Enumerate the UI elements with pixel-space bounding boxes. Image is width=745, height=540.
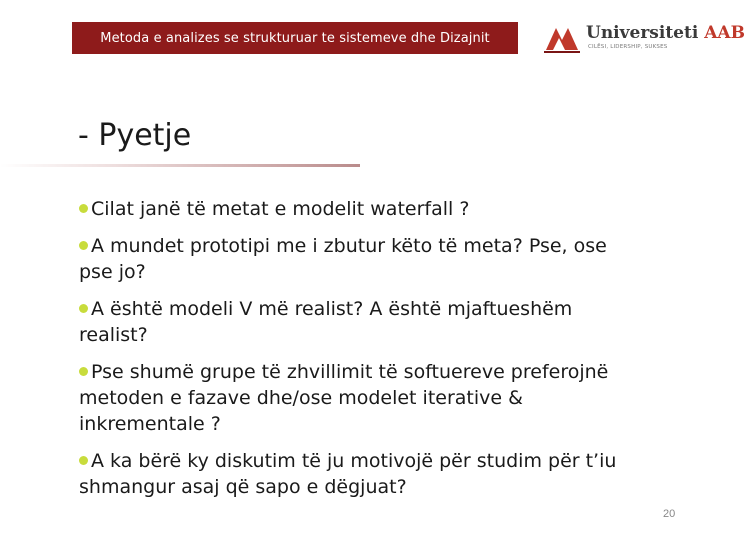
bullet-text: Pse shumë grupe të zhvillimit të softuereve preferojnë metoden e fazave dhe/ose modelet iterative & inkrementale ?	[79, 361, 609, 435]
bullet-dot-icon	[79, 456, 88, 465]
bullet-text: A ka bërë ky diskutim të ju motivojë për studim për t’iu shmangur asaj që sapo e dëgjuat?	[79, 450, 617, 498]
bullet-dot-icon	[79, 204, 88, 213]
bullet-dot-icon	[79, 241, 88, 250]
header-title: Metoda e analizes se strukturuar te sistemeve dhe Dizajnit	[100, 30, 490, 46]
bullet-dot-icon	[79, 304, 88, 313]
university-logo	[542, 22, 745, 56]
logo-emblem-icon	[542, 24, 582, 54]
bullet-text: A është modeli V më realist? A është mjaftueshëm realist?	[79, 298, 573, 346]
logo-tagline: CILËSI, LIDERSHIP, SUKSES	[588, 44, 668, 50]
slide-title: - Pyetje	[78, 118, 192, 153]
list-item	[79, 233, 639, 285]
list-item	[79, 448, 639, 500]
bullet-dot-icon	[79, 367, 88, 376]
logo-name-accent: AAB	[704, 23, 745, 43]
list-item	[79, 196, 639, 222]
question-list	[79, 196, 639, 511]
bullet-text: Cilat janë të metat e modelit waterfall ?	[91, 198, 470, 220]
logo-name-main: Universiteti	[586, 23, 705, 43]
header-bar	[72, 22, 518, 54]
list-item	[79, 359, 639, 437]
list-item	[79, 296, 639, 348]
title-divider	[0, 164, 360, 167]
page-number: 20	[663, 508, 676, 520]
logo-name	[586, 23, 745, 43]
bullet-text: A mundet prototipi me i zbutur këto të meta? Pse, ose pse jo?	[79, 235, 607, 283]
